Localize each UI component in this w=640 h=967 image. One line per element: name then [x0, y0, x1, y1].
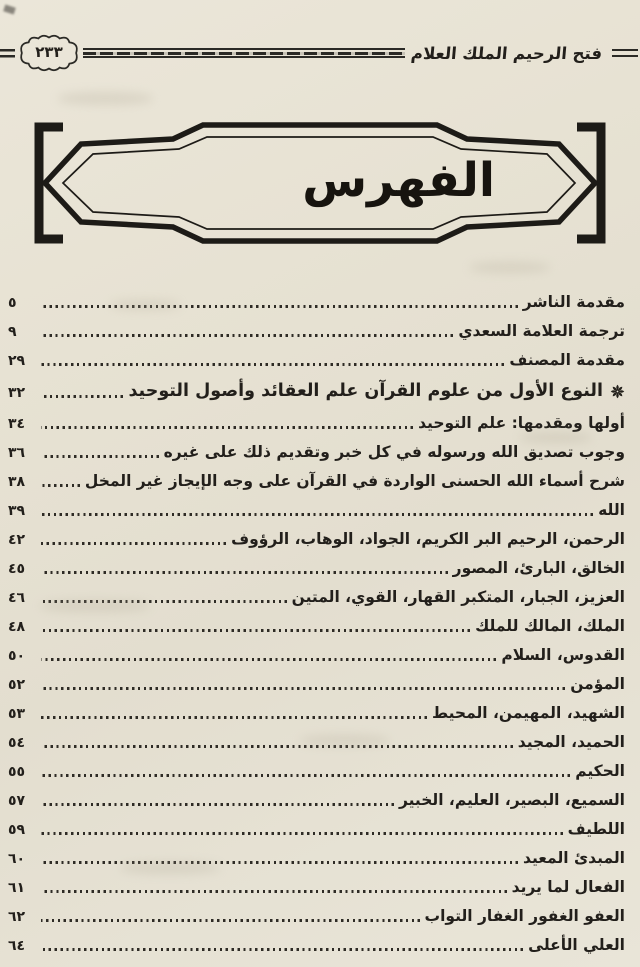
toc-entry-title: الفعال لما يريد — [511, 877, 625, 896]
toc-entry-page-number: ٤٥ — [8, 561, 26, 577]
toc-entry-page-number: ٦٠ — [8, 851, 26, 867]
toc-row — [8, 582, 625, 611]
toc-row — [8, 611, 625, 640]
toc-entry-title: وجوب تصديق الله ورسوله في كل خبر وتقديم ذلك على غيره — [163, 442, 625, 461]
toc-entry-page-number: ٥٤ — [8, 735, 26, 751]
dotted-leader — [41, 455, 159, 458]
scan-speck — [3, 4, 16, 14]
dotted-leader — [41, 919, 420, 922]
toc-row — [8, 872, 625, 901]
dotted-leader — [41, 687, 565, 690]
toc-entry-title: مقدمة المصنف — [509, 350, 625, 369]
toc-entry-page-number: ٥٢ — [8, 677, 26, 693]
toc-entry-page-number: ٥ — [8, 295, 17, 311]
toc-entry-page-number: ٥٠ — [8, 648, 26, 664]
bleed-through-stain — [470, 262, 550, 273]
dotted-leader — [41, 774, 570, 777]
toc-entry-title: العفو الغفور الغفار التواب — [424, 906, 625, 925]
toc-row — [8, 640, 625, 669]
dotted-leader — [41, 305, 518, 308]
toc-row — [8, 901, 625, 930]
dotted-leader — [41, 600, 287, 603]
bleed-through-stain — [58, 92, 153, 105]
page-number-badge — [17, 32, 81, 74]
dotted-leader — [41, 948, 523, 951]
toc-row — [8, 669, 625, 698]
toc-entry-page-number: ٦٤ — [8, 938, 26, 954]
toc-entry-page-number: ٥٩ — [8, 822, 26, 838]
dotted-leader — [41, 832, 563, 835]
dotted-leader — [41, 542, 226, 545]
page-header — [0, 32, 640, 74]
toc-row — [8, 466, 625, 495]
toc-row — [8, 727, 625, 756]
toc-entry-page-number: ٣٤ — [8, 416, 26, 432]
toc-row — [8, 785, 625, 814]
toc-entry-page-number: ٣٦ — [8, 445, 26, 461]
dotted-leader — [41, 716, 427, 719]
index-title: الفهرس — [302, 152, 495, 208]
toc-entry-title: شرح أسماء الله الحسنى الواردة في القرآن على وجه الإيجاز غير المخل — [84, 471, 625, 490]
dotted-leader — [41, 745, 513, 748]
toc-entry-page-number: ٥٣ — [8, 706, 26, 722]
toc-row — [8, 524, 625, 553]
rosette-flower-icon — [610, 384, 625, 399]
toc-entry-title: مقدمة الناشر — [522, 292, 625, 311]
dotted-leader — [41, 426, 413, 429]
dotted-leader — [41, 571, 448, 574]
toc-entry-page-number: ٣٩ — [8, 503, 26, 519]
toc-entry-title: الله — [598, 500, 625, 519]
toc-entry-title: السميع، البصير، العليم، الخبير — [398, 790, 625, 809]
dotted-leader — [41, 363, 504, 366]
toc-entry-page-number: ٣٢ — [8, 384, 26, 401]
margin-rule-mark-icon — [612, 49, 638, 57]
toc-row — [8, 408, 625, 437]
toc-entry-page-number: ٣٨ — [8, 474, 26, 490]
toc-row — [8, 814, 625, 843]
dotted-leader — [41, 513, 593, 516]
dotted-leader — [41, 890, 507, 893]
toc-entry-title: الرحمن، الرحيم البر الكريم، الجواد، الوهاب، الرؤوف — [231, 529, 625, 548]
toc-row — [8, 437, 625, 466]
dotted-leader — [41, 629, 470, 632]
toc-entry-page-number: ٤٦ — [8, 590, 26, 606]
toc-entry-title: ترجمة العلامة السعدي — [458, 321, 625, 340]
header-double-rule — [83, 48, 405, 58]
toc-entry-title: النوع الأول من علوم القرآن علم العقائد وأصول التوحيد — [128, 381, 603, 401]
toc-entry-title: الحكيم — [575, 761, 625, 780]
dotted-leader — [41, 334, 453, 337]
toc-row — [8, 553, 625, 582]
toc-entry-page-number: ٥٥ — [8, 764, 26, 780]
toc-row — [8, 345, 625, 374]
dotted-leader — [41, 484, 80, 487]
toc-row — [8, 495, 625, 524]
toc-list — [8, 287, 625, 959]
toc-entry-title: الحميد، المجيد — [517, 732, 625, 751]
toc-entry-page-number: ٥٧ — [8, 793, 26, 809]
index-title-cartouche — [25, 110, 615, 256]
toc-entry-title: المبدئ المعيد — [523, 848, 625, 867]
toc-row — [8, 698, 625, 727]
toc-row — [8, 374, 625, 408]
toc-entry-title: أولها ومقدمها: علم التوحيد — [418, 413, 625, 432]
toc-entry-page-number: ٤٨ — [8, 619, 26, 635]
margin-rule-mark-icon — [0, 49, 15, 58]
toc-entry-title: العزيز، الجبار، المتكبر القهار، القوي، المتين — [291, 587, 625, 606]
toc-entry-title: اللطيف — [567, 819, 625, 838]
toc-row — [8, 316, 625, 345]
toc-row — [8, 287, 625, 316]
toc-row — [8, 756, 625, 785]
dotted-leader — [41, 861, 518, 864]
toc-row — [8, 843, 625, 872]
dotted-leader — [41, 803, 394, 806]
toc-entry-page-number: ٤٢ — [8, 532, 26, 548]
toc-entry-title: المؤمن — [570, 674, 625, 693]
dotted-leader — [41, 395, 123, 398]
toc-entry-page-number: ٩ — [8, 324, 17, 340]
toc-entry-title: الخالق، البارئ، المصور — [452, 558, 625, 577]
toc-entry-title: الملك، المالك للملك — [475, 616, 625, 635]
toc-row — [8, 930, 625, 959]
toc-entry-page-number: ٢٩ — [8, 353, 26, 369]
toc-entry-title: العلي الأعلى — [528, 935, 625, 954]
book-title: فتح الرحيم الملك العلام — [410, 43, 603, 63]
toc-entry-page-number: ٦١ — [8, 880, 26, 896]
toc-entry-page-number: ٦٢ — [8, 909, 26, 925]
dotted-leader — [41, 658, 496, 661]
page-number: ٢٣٣ — [35, 43, 63, 61]
toc-entry-title: الشهيد، المهيمن، المحيط — [431, 703, 625, 722]
toc-entry-title: القدوس، السلام — [501, 645, 625, 664]
